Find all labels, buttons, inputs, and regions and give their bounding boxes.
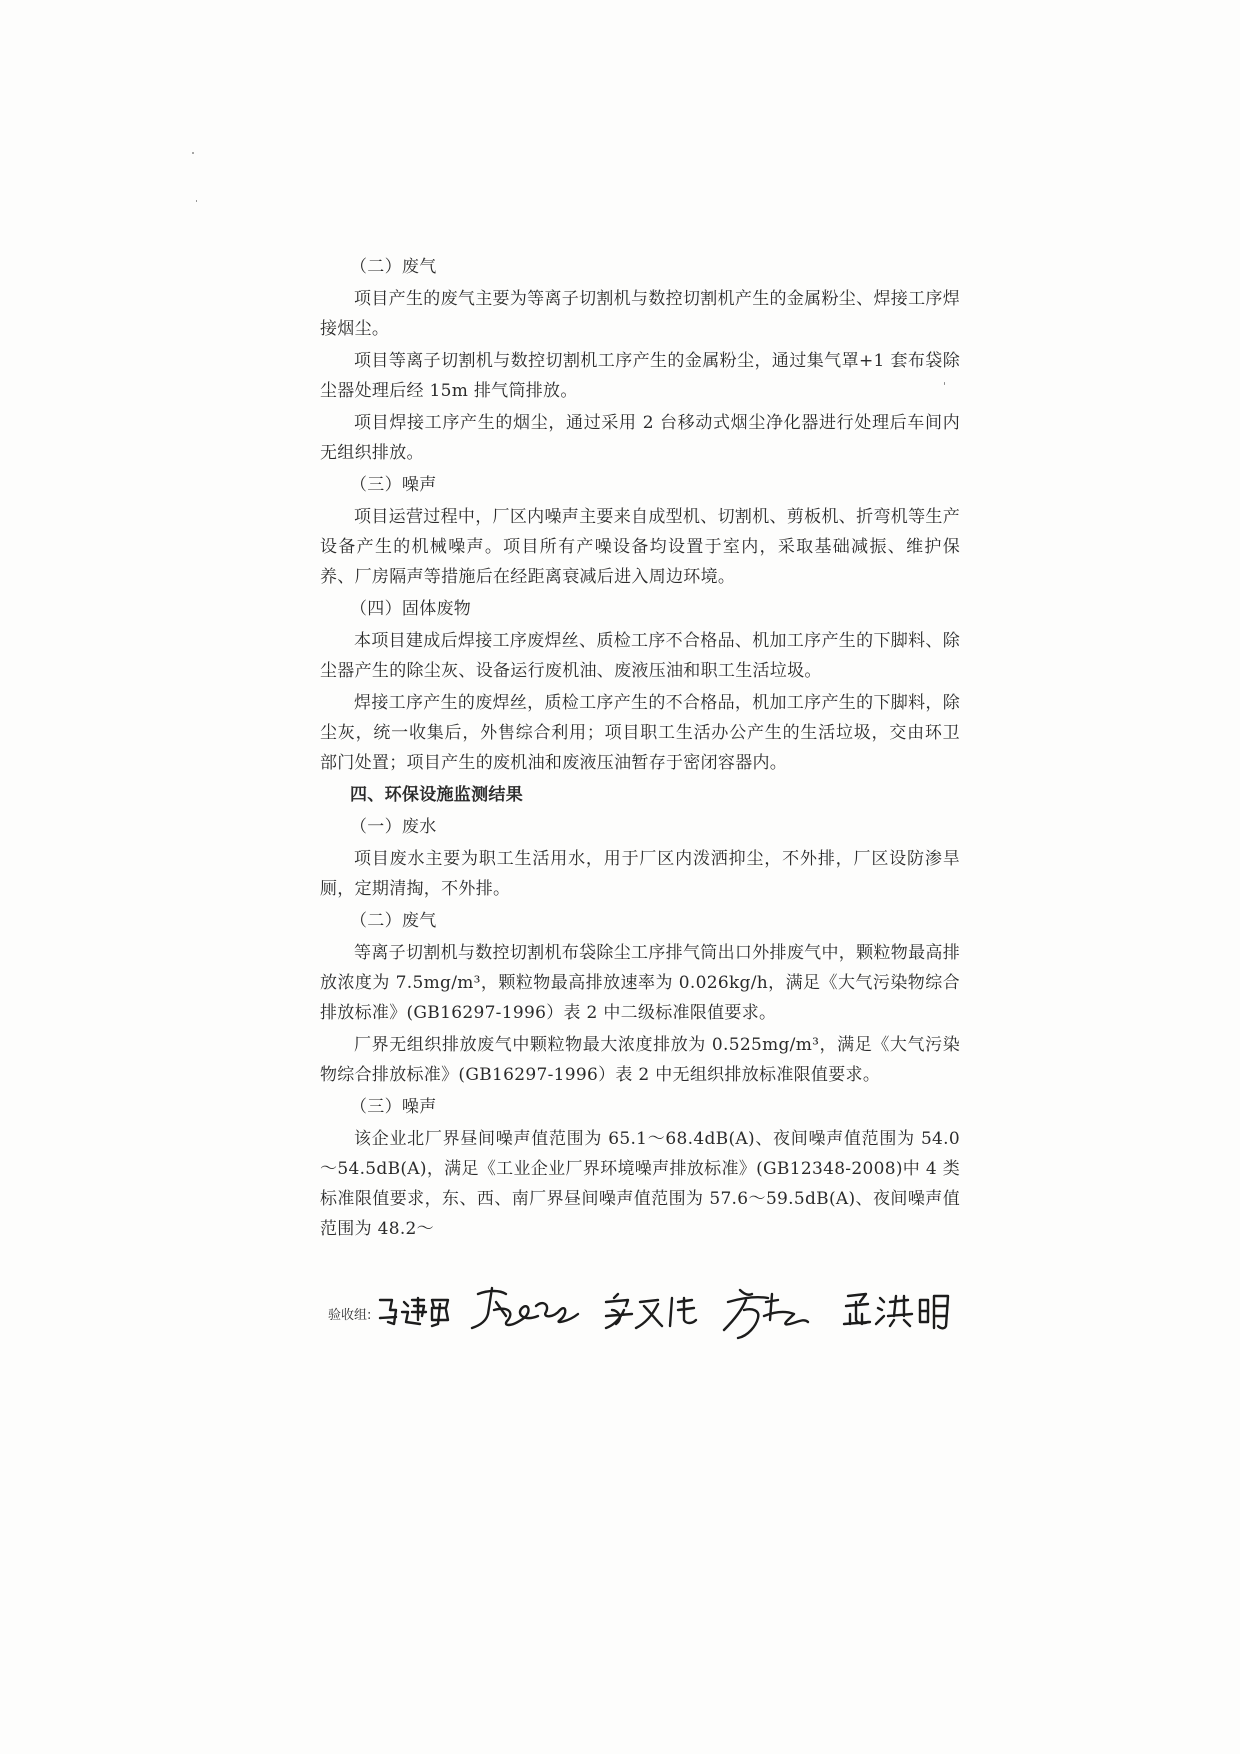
signature-3 [606,1294,696,1328]
signature-label: 验收组: [328,1308,372,1323]
body-paragraph: 项目运营过程中，厂区内噪声主要来自成型机、切割机、剪板机、折弯机等生产设备产生的机械噪声。项目所有产噪设备均设置于室内，采取基础减振、维护保养、厂房隔声等措施后在经距离衰减后进入周边环境。 [320,507,960,587]
body-paragraph: 等离子切割机与数控切割机布袋除尘工序排气筒出口外排废气中，颗粒物最高排放浓度为 7.5mg/m³，颗粒物最高排放速率为 0.026kg/h，满足《大气污染物综合排放标准》(GB16297-1996）表 2 中二级标准限值要求。 [320,943,960,1023]
body-paragraph: 厂界无组织排放废气中颗粒物最大浓度排放为 0.525mg/m³，满足《大气污染物综合排放标准》(GB16297-1996）表 2 中无组织排放标准限值要求。 [320,1035,960,1085]
signature-2 [472,1288,578,1328]
signature-4 [724,1290,808,1338]
subsection-heading: （三）噪声 [350,1097,437,1117]
signature-line [328,1280,1048,1340]
signature-1 [380,1298,448,1326]
subsection-heading: （三）噪声 [350,475,437,495]
subsection-heading: （二）废气 [350,911,437,931]
body-paragraph: 该企业北厂界昼间噪声值范围为 65.1～68.4dB(A)、夜间噪声值范围为 54.0～54.5dB(A)，满足《工业企业厂界环境噪声排放标准》(GB12348-2008)中 4 类标准限值要求，东、西、南厂界昼间噪声值范围为 57.6～59.5dB(A)、夜间噪声值范围为 48.2～ [320,1129,960,1239]
body-paragraph: 项目产生的废气主要为等离子切割机与数控切割机产生的金属粉尘、焊接工序焊接烟尘。 [320,289,960,339]
subsection-heading: （二）废气 [350,257,437,277]
signatures-handwritten [328,1280,1048,1340]
body-paragraph: 本项目建成后焊接工序废焊丝、质检工序不合格品、机加工序产生的下脚料、除尘器产生的除尘灰、设备运行废机油、废液压油和职工生活垃圾。 [320,631,960,681]
scan-speck [196,200,197,202]
body-paragraph: 焊接工序产生的废焊丝，质检工序产生的不合格品，机加工序产生的下脚料，除尘灰，统一收集后，外售综合利用；项目职工生活办公产生的生活垃圾，交由环卫部门处置；项目产生的废机油和废液压油暂存于密闭容器内。 [320,693,960,773]
body-paragraph: 项目焊接工序产生的烟尘，通过采用 2 台移动式烟尘净化器进行处理后车间内无组织排放。 [320,413,960,463]
body-paragraph: 项目等离子切割机与数控切割机工序产生的金属粉尘，通过集气罩+1 套布袋除尘器处理后经 15m 排气筒排放。 [320,351,960,401]
scan-speck [192,152,194,154]
subsection-heading: （一）废水 [350,817,437,837]
subsection-heading: （四）固体废物 [350,599,472,619]
section-heading: 四、环保设施监测结果 [350,785,523,805]
body-paragraph: 项目废水主要为职工生活用水，用于厂区内泼洒抑尘，不外排，厂区设防渗旱厕，定期清掏，不外排。 [320,849,960,899]
signature-5 [844,1294,948,1328]
document-body [320,252,960,1246]
